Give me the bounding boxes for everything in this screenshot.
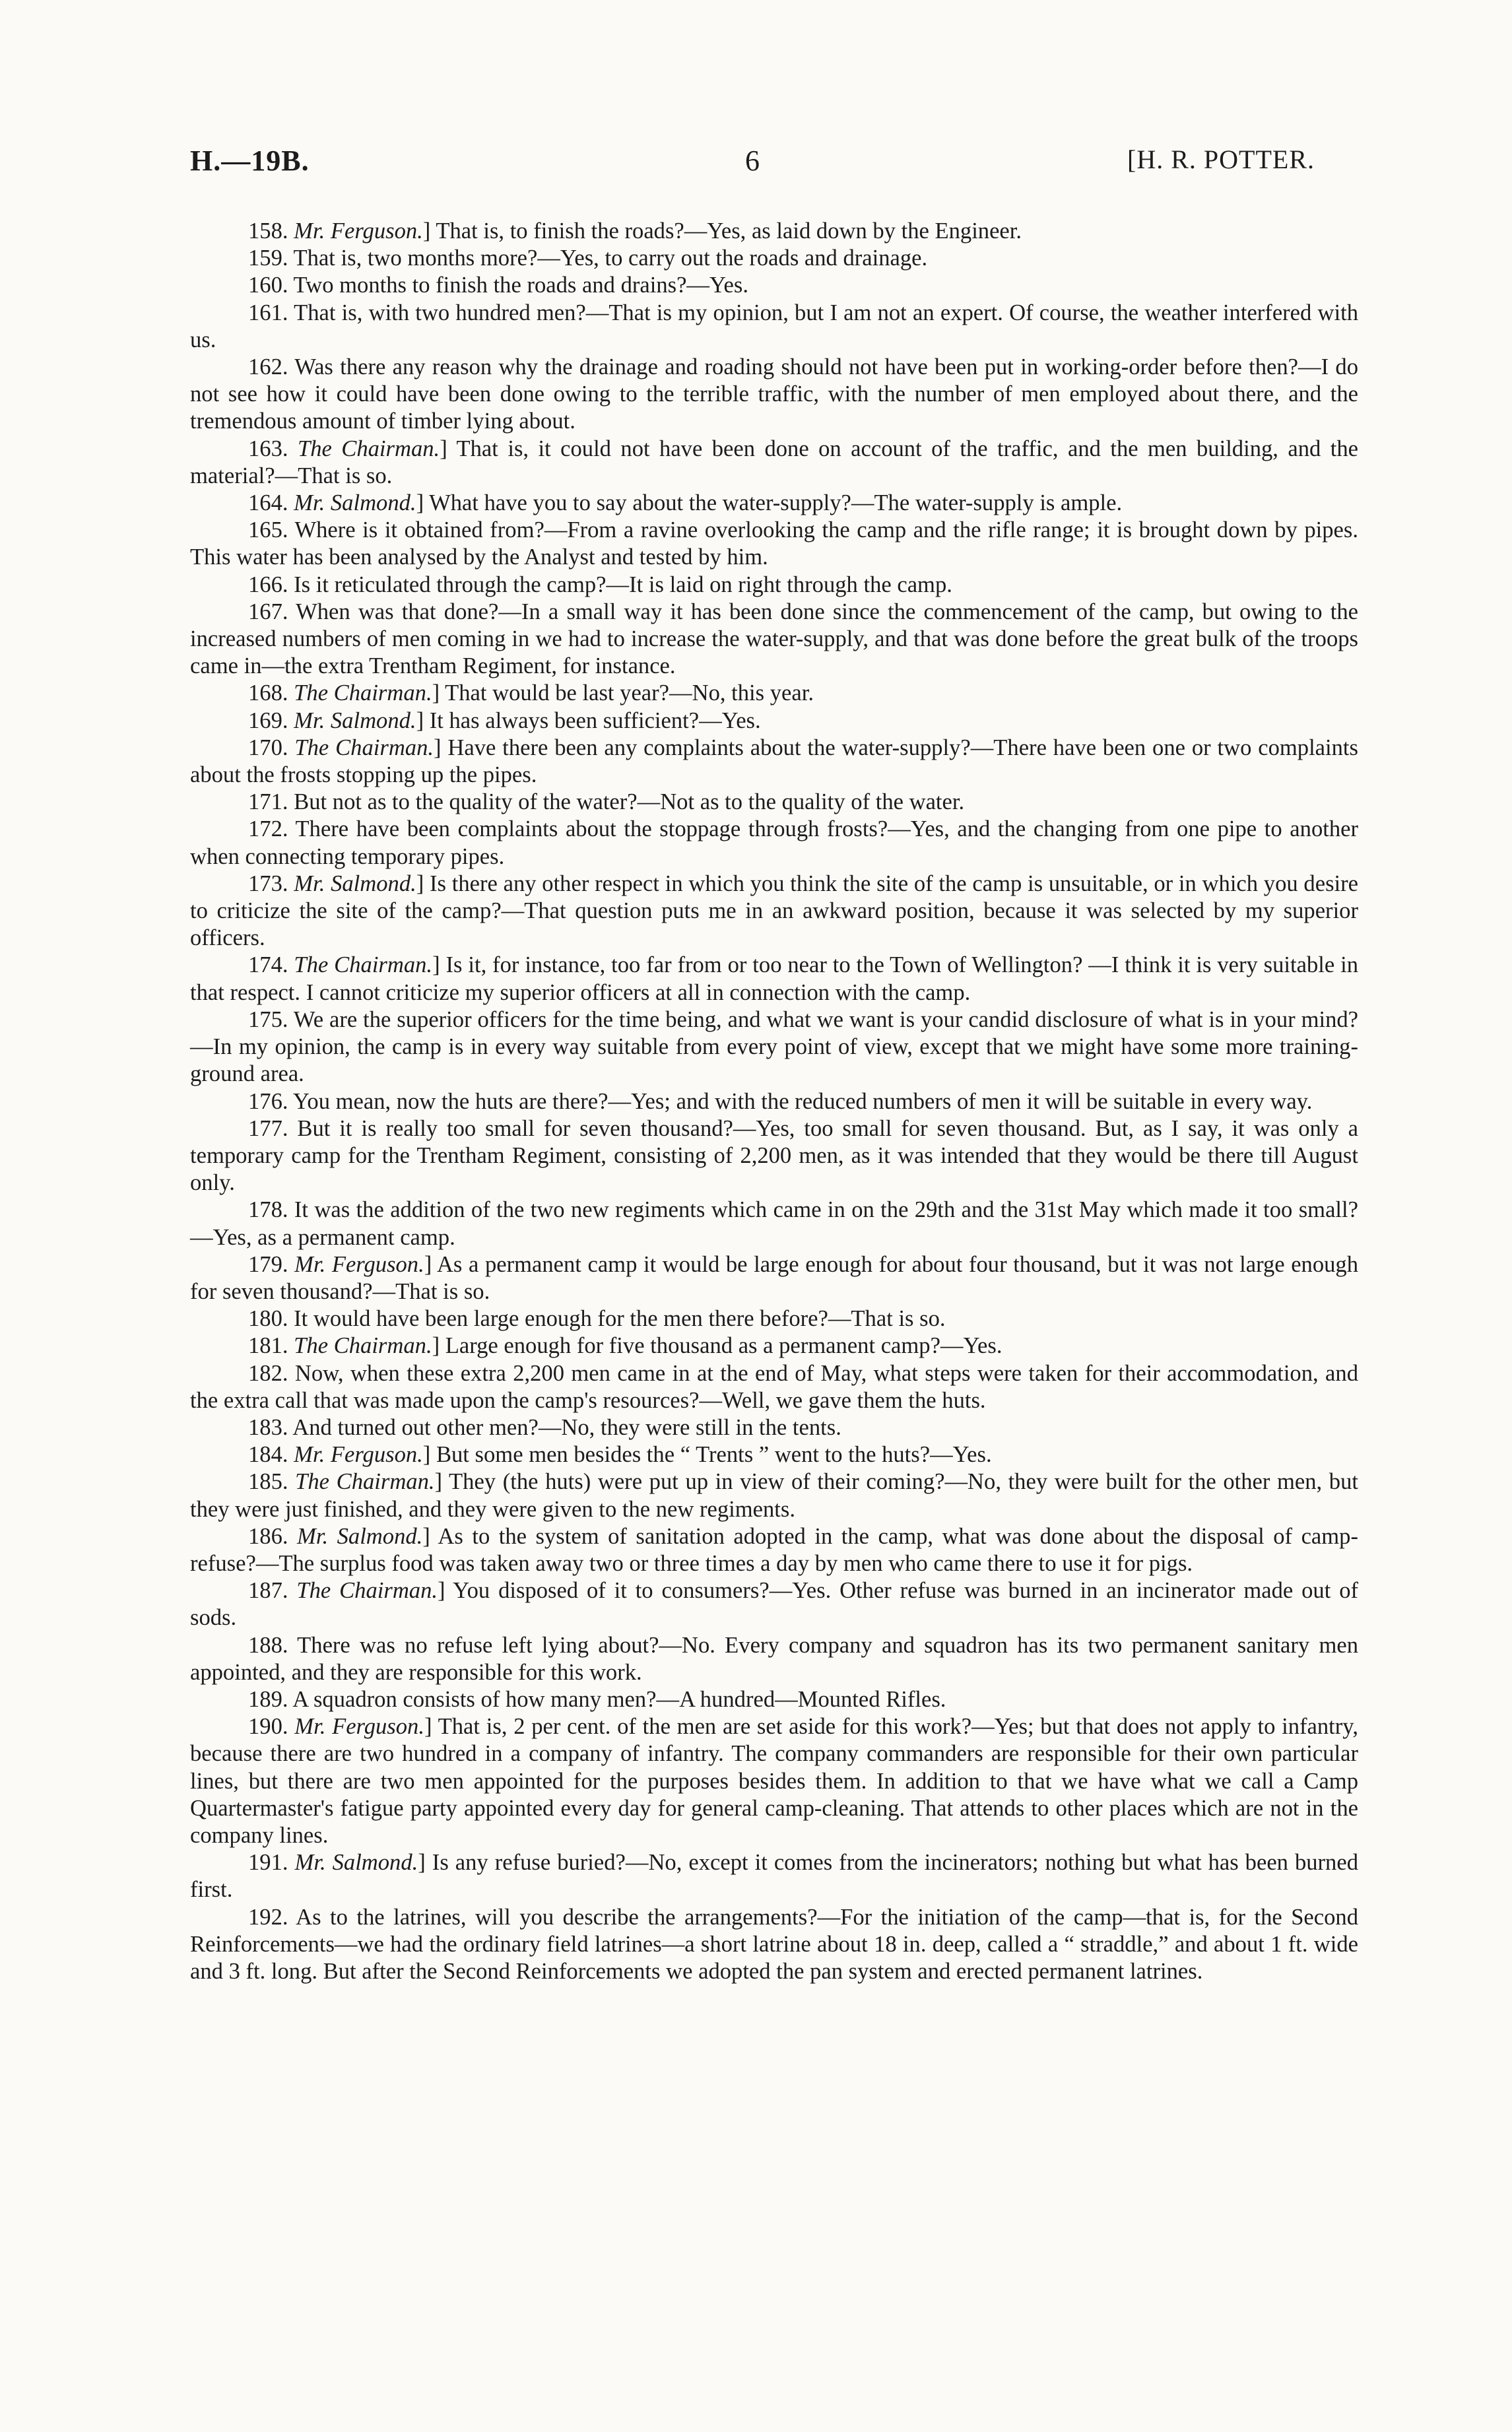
paragraph-text: When was that done?—In a small way it has been done since the commencement of the camp, but owing to the increased numbers of men coming in we had to increase the water-supply, and that was done before the great bulk of the troops came in—the extra Trentham Regiment, for instance. <box>190 599 1358 679</box>
transcript-paragraph <box>190 436 1358 490</box>
paragraph-text: A squadron consists of how many men?—A hundred—Mounted Rifles. <box>292 1686 946 1712</box>
paragraph-text: ] Large enough for five thousand as a permanent camp?—Yes. <box>432 1333 1003 1359</box>
speaker-name: Mr. Salmond. <box>297 1523 423 1549</box>
question-number: 188. <box>248 1632 288 1658</box>
question-number: 161. <box>248 300 288 325</box>
transcript-paragraph <box>190 1115 1358 1197</box>
speaker-name: The Chairman. <box>294 680 432 706</box>
transcript-paragraph <box>190 1686 1358 1713</box>
question-number: 158. <box>248 218 288 244</box>
speaker-name: Mr. Salmond. <box>294 1850 418 1876</box>
transcript-paragraph <box>190 816 1358 870</box>
question-number: 189. <box>248 1686 288 1712</box>
paragraph-text: ] That would be last year?—No, this year. <box>432 680 814 706</box>
speaker-name: Mr. Salmond. <box>294 707 416 733</box>
paragraph-text: ] Have there been any complaints about the water-supply?—There have been one or two complaints about the frosts stopping up the pipes. <box>190 735 1358 788</box>
transcript-paragraph <box>190 1468 1358 1523</box>
speaker-name: Mr. Ferguson. <box>294 218 423 244</box>
question-number: 191. <box>248 1850 288 1876</box>
transcript-paragraph <box>190 1713 1358 1849</box>
paragraph-text: ] Is any refuse buried?—No, except it comes from the incinerators; nothing but what has been burned first. <box>190 1850 1358 1903</box>
question-number: 162. <box>248 354 288 380</box>
transcript-paragraph <box>190 517 1358 571</box>
speaker-name: The Chairman. <box>294 1333 432 1359</box>
question-number: 179. <box>248 1251 288 1277</box>
transcript-paragraph <box>190 599 1358 680</box>
paragraph-text: You mean, now the huts are there?—Yes; and with the reduced numbers of men it will be suitable in every way. <box>292 1088 1313 1114</box>
question-number: 183. <box>248 1414 288 1440</box>
transcript-paragraph <box>190 1441 1358 1468</box>
question-number: 180. <box>248 1306 288 1332</box>
transcript-paragraph <box>190 1197 1358 1251</box>
paragraph-text: ] You disposed of it to consumers?—Yes. Other refuse was burned in an incinerator made out of sods. <box>190 1578 1358 1631</box>
question-number: 166. <box>248 572 288 597</box>
paragraph-text: ] As a permanent camp it would be large enough for about four thousand, but it was not large enough for seven thousand?—That is so. <box>190 1251 1358 1304</box>
question-number: 174. <box>248 952 288 978</box>
question-number: 163. <box>248 436 288 461</box>
paragraph-text: Now, when these extra 2,200 men came in at the end of May, what steps were taken for their accommodation, and the extra call that was made upon the camp's resources?—Well, we gave them the huts. <box>190 1360 1358 1413</box>
transcript-paragraph <box>190 218 1358 245</box>
question-number: 171. <box>248 789 288 815</box>
question-number: 175. <box>248 1006 288 1032</box>
transcript-paragraph <box>190 354 1358 436</box>
transcript-paragraph <box>190 1006 1358 1088</box>
speaker-name: Mr. Salmond. <box>294 490 416 516</box>
transcript-paragraph <box>190 1904 1358 1986</box>
question-number: 164. <box>248 490 288 516</box>
transcript-paragraph <box>190 871 1358 952</box>
paragraph-text: ] They (the huts) were put up in view of their coming?—No, they were built for the other men, but they were just finished, and they were given to the new regiments. <box>190 1469 1358 1522</box>
paragraph-text: ] Is there any other respect in which you think the site of the camp is unsuitable, or in which you desire to criticize the site of the camp?—That question puts me in an awkward position, because it was selected by my superior officers. <box>190 871 1358 951</box>
speaker-name: Mr. Ferguson. <box>294 1714 424 1740</box>
transcript-paragraph <box>190 1632 1358 1686</box>
paragraph-text: ] That is, to finish the roads?—Yes, as laid down by the Engineer. <box>422 218 1022 244</box>
transcript-paragraph <box>190 1360 1358 1414</box>
transcript-paragraph <box>190 1332 1358 1360</box>
question-number: 185. <box>248 1469 288 1495</box>
paragraph-text: ] That is, it could not have been done on account of the traffic, and the men building, and the material?—That is so. <box>190 436 1358 488</box>
paragraph-text: And turned out other men?—No, they were still in the tents. <box>292 1414 841 1440</box>
page-number: 6 <box>745 145 760 177</box>
paragraph-text: That is, two months more?—Yes, to carry out the roads and drainage. <box>293 246 928 271</box>
transcript-paragraph <box>190 1414 1358 1441</box>
question-number: 169. <box>248 707 288 733</box>
question-number: 182. <box>248 1360 288 1386</box>
transcript-paragraph <box>190 1251 1358 1305</box>
paragraph-text: Two months to finish the roads and drains?—Yes. <box>293 273 748 298</box>
paragraph-text: ] But some men besides the “ Trents ” went to the huts?—Yes. <box>422 1442 992 1468</box>
paragraph-text: ] What have you to say about the water-supply?—The water-supply is ample. <box>416 490 1123 516</box>
transcript-body <box>190 218 1358 1985</box>
transcript-paragraph <box>190 245 1358 272</box>
speaker-name: Mr. Ferguson. <box>294 1442 423 1468</box>
transcript-paragraph <box>190 272 1358 299</box>
question-number: 186. <box>248 1523 288 1549</box>
question-number: 165. <box>248 517 288 543</box>
speaker-name: Mr. Salmond. <box>294 871 416 896</box>
paragraph-text: It was the addition of the two new regiments which came in on the 29th and the 31st May which made it too small?—Yes, as a permanent camp. <box>190 1197 1358 1250</box>
transcript-paragraph <box>190 680 1358 707</box>
transcript-paragraph <box>190 952 1358 1006</box>
question-number: 172. <box>248 816 288 842</box>
question-number: 168. <box>248 680 288 706</box>
paragraph-text: ] As to the system of sanitation adopted in the camp, what was done about the disposal of camp-refuse?—The surplus food was taken away two or three times a day by men who came there to use it for pigs. <box>190 1523 1358 1576</box>
question-number: 159. <box>248 246 288 271</box>
transcript-paragraph <box>190 1577 1358 1631</box>
transcript-paragraph <box>190 1523 1358 1577</box>
transcript-paragraph <box>190 789 1358 816</box>
transcript-paragraph <box>190 490 1358 517</box>
transcript-paragraph <box>190 300 1358 354</box>
question-number: 178. <box>248 1197 288 1223</box>
paragraph-text: It would have been large enough for the men there before?—That is so. <box>294 1306 946 1332</box>
witness-name: [H. R. POTTER. <box>1127 145 1315 174</box>
page-header <box>190 144 1315 183</box>
question-number: 192. <box>248 1904 288 1930</box>
transcript-paragraph <box>190 1849 1358 1903</box>
paragraph-text: There have been complaints about the stoppage through frosts?—Yes, and the changing from one pipe to another when connecting temporary pipes. <box>190 816 1358 869</box>
question-number: 190. <box>248 1714 288 1740</box>
paragraph-text: ] Is it, for instance, too far from or too near to the Town of Wellington? —I think it is very suitable in that respect. I cannot criticize my superior officers at all in connection with the camp. <box>190 952 1358 1005</box>
speaker-name: The Chairman. <box>294 735 434 760</box>
question-number: 167. <box>248 599 288 624</box>
transcript-paragraph <box>190 1305 1358 1332</box>
paragraph-text: Where is it obtained from?—From a ravine overlooking the camp and the rifle range; it is brought down by pipes. This water has been analysed by the Analyst and tested by him. <box>190 517 1358 570</box>
paragraph-text: As to the latrines, will you describe the arrangements?—For the initiation of the camp—that is, for the Second Reinforcements—we had the ordinary field latrines—a short latrine about 18 in. deep, called a “ straddle,” and about 1 ft. wide and 3 ft. long. But after the Second Reinforcements we adopted the pan system and erected permanent latrines. <box>190 1904 1358 1984</box>
speaker-name: The Chairman. <box>296 1578 438 1604</box>
question-number: 173. <box>248 871 288 896</box>
paragraph-text: There was no refuse left lying about?—No. Every company and squadron has its two permanent sanitary men appointed, and they are responsible for this work. <box>190 1632 1358 1685</box>
question-number: 176. <box>248 1088 288 1114</box>
speaker-name: The Chairman. <box>294 952 433 978</box>
question-number: 181. <box>248 1333 288 1359</box>
question-number: 187. <box>248 1578 288 1604</box>
paragraph-text: ] It has always been sufficient?—Yes. <box>416 707 761 733</box>
speaker-name: Mr. Ferguson. <box>294 1251 424 1277</box>
question-number: 184. <box>248 1442 288 1468</box>
paragraph-text: We are the superior officers for the time being, and what we want is your candid disclosure of what is in your mind?—In my opinion, the camp is in every way suitable from every point of view, except that we might have some more training-ground area. <box>190 1006 1358 1087</box>
question-number: 177. <box>248 1115 288 1141</box>
document-reference: H.—19B. <box>190 145 310 177</box>
paragraph-text: ] That is, 2 per cent. of the men are set aside for this work?—Yes; but that does not apply to infantry, because there are two hundred in a company of infantry. The company commanders are responsible for their own particular lines, but there are two men appointed for the purposes besides them. In addition to that we have what we call a Camp Quartermaster's fatigue party appointed every day for general camp-cleaning. That attends to other places which are not in the company lines. <box>190 1714 1358 1848</box>
transcript-paragraph <box>190 735 1358 789</box>
question-number: 170. <box>248 735 288 760</box>
paragraph-text: Was there any reason why the drainage and roading should not have been put in working-order before then?—I do not see how it could have been done owing to the terrible traffic, with the number of men employed about there, and the tremendous amount of timber lying about. <box>190 354 1358 434</box>
paragraph-text: But not as to the quality of the water?—Not as to the quality of the water. <box>294 789 965 815</box>
transcript-paragraph <box>190 707 1358 735</box>
transcript-paragraph <box>190 1088 1358 1115</box>
paragraph-text: Is it reticulated through the camp?—It is laid on right through the camp. <box>294 572 952 597</box>
paragraph-text: That is, with two hundred men?—That is my opinion, but I am not an expert. Of course, the weather interfered with us. <box>190 300 1359 352</box>
speaker-name: The Chairman. <box>295 1469 435 1495</box>
paragraph-text: But it is really too small for seven thousand?—Yes, too small for seven thousand. But, as I say, it was only a temporary camp for the Trentham Regiment, consisting of 2,200 men, as it was intended that they would be there till August only. <box>190 1115 1358 1196</box>
speaker-name: The Chairman. <box>297 436 440 461</box>
question-number: 160. <box>248 273 288 298</box>
transcript-paragraph <box>190 572 1358 599</box>
